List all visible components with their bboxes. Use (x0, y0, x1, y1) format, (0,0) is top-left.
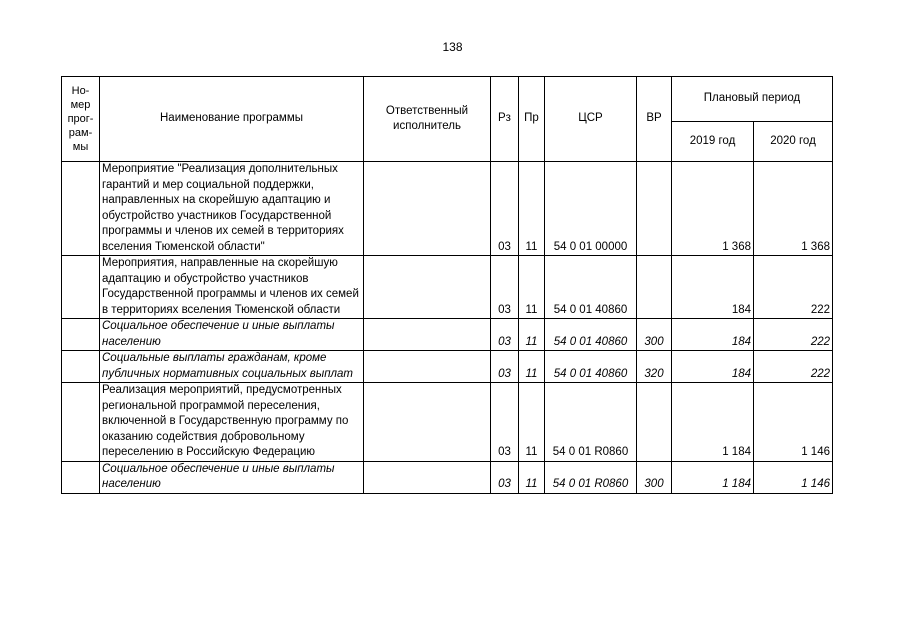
header-year-2019: 2019 год (672, 122, 754, 162)
number-cell (62, 319, 100, 351)
executor-cell (364, 351, 491, 383)
header-csr: ЦСР (545, 77, 637, 162)
number-cell (62, 351, 100, 383)
csr-cell: 54 0 01 00000 (545, 162, 637, 256)
number-cell (62, 256, 100, 319)
header-program-number: Но-мер прог-рам-мы (62, 77, 100, 162)
amount-2020-cell: 1 146 (754, 383, 833, 462)
program-name-cell: Мероприятие "Реализация дополнительных гарантий и мер социальной поддержки, направленных на скорейшую адаптацию и обустройство участников Государственной программы и членов их семей в территориях вселения Тюменской области" (100, 162, 364, 256)
amount-2019-cell: 184 (672, 256, 754, 319)
csr-cell: 54 0 01 R0860 (545, 461, 637, 493)
number-cell (62, 162, 100, 256)
pr-cell: 11 (519, 383, 545, 462)
vr-cell: 320 (637, 351, 672, 383)
vr-cell: 300 (637, 461, 672, 493)
pr-cell: 11 (519, 351, 545, 383)
pr-cell: 11 (519, 162, 545, 256)
executor-cell (364, 461, 491, 493)
executor-cell (364, 383, 491, 462)
executor-cell (364, 319, 491, 351)
page-number: 138 (442, 40, 463, 54)
header-year-2020: 2020 год (754, 122, 833, 162)
amount-2020-cell: 1 368 (754, 162, 833, 256)
amount-2019-cell: 184 (672, 351, 754, 383)
amount-2020-cell: 222 (754, 351, 833, 383)
executor-cell (364, 256, 491, 319)
amount-2019-cell: 1 184 (672, 383, 754, 462)
amount-2020-cell: 222 (754, 256, 833, 319)
table-row (62, 383, 833, 462)
header-vr: ВР (637, 77, 672, 162)
amount-2020-cell: 222 (754, 319, 833, 351)
header-planned-period: Плановый период (672, 77, 833, 122)
executor-cell (364, 162, 491, 256)
table-row (62, 256, 833, 319)
rz-cell: 03 (491, 461, 519, 493)
table-row (62, 461, 833, 493)
table-row (62, 319, 833, 351)
table-body (62, 162, 833, 494)
pr-cell: 11 (519, 256, 545, 319)
number-cell (62, 383, 100, 462)
program-name-cell: Социальное обеспечение и иные выплаты населению (100, 461, 364, 493)
csr-cell: 54 0 01 R0860 (545, 383, 637, 462)
csr-cell: 54 0 01 40860 (545, 351, 637, 383)
rz-cell: 03 (491, 319, 519, 351)
number-cell (62, 461, 100, 493)
amount-2019-cell: 184 (672, 319, 754, 351)
header-rz: Рз (491, 77, 519, 162)
csr-cell: 54 0 01 40860 (545, 256, 637, 319)
rz-cell: 03 (491, 351, 519, 383)
program-name-cell: Социальное обеспечение и иные выплаты населению (100, 319, 364, 351)
vr-cell (637, 256, 672, 319)
table-row (62, 351, 833, 383)
vr-cell: 300 (637, 319, 672, 351)
table-row (62, 162, 833, 256)
header-pr: Пр (519, 77, 545, 162)
pr-cell: 11 (519, 319, 545, 351)
header-responsible-executor: Ответственный исполнитель (364, 77, 491, 162)
vr-cell (637, 162, 672, 256)
budget-table (61, 76, 833, 494)
rz-cell: 03 (491, 162, 519, 256)
csr-cell: 54 0 01 40860 (545, 319, 637, 351)
program-name-cell: Социальные выплаты гражданам, кроме публичных нормативных социальных выплат (100, 351, 364, 383)
rz-cell: 03 (491, 383, 519, 462)
amount-2019-cell: 1 184 (672, 461, 754, 493)
vr-cell (637, 383, 672, 462)
amount-2019-cell: 1 368 (672, 162, 754, 256)
amount-2020-cell: 1 146 (754, 461, 833, 493)
program-name-cell: Мероприятия, направленные на скорейшую адаптацию и обустройство участников Государственной программы и членов их семей в территориях вселения Тюменской области (100, 256, 364, 319)
header-program-name: Наименование программы (100, 77, 364, 162)
rz-cell: 03 (491, 256, 519, 319)
program-name-cell: Реализация мероприятий, предусмотренных региональной программой переселения, включенной в Государственную программу по оказанию содействия добровольному переселению в Российскую Федерацию (100, 383, 364, 462)
pr-cell: 11 (519, 461, 545, 493)
